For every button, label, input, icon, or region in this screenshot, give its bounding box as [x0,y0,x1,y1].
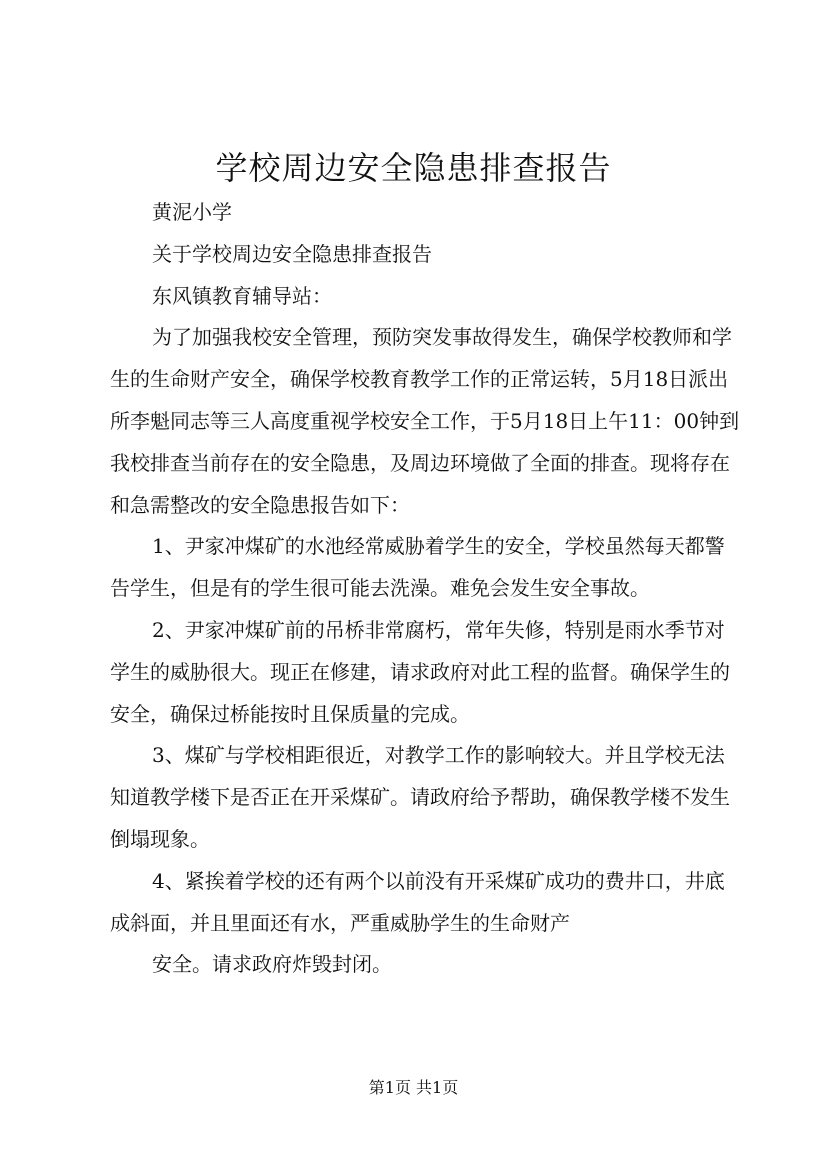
intro-paragraph: 为了加强我校安全管理，预防突发事故得发生，确保学校教师和学生的生命财产安全，确保学校教育教学工作的正常运转，5月18日派出所李魁同志等三人高度重视学校安全工作，于5月18日上午11：00钟到我校排查当前存在的安全隐患，及周边环境做了全面的排查。现将存在和急需整改的安全隐患报告如下： [110,325,740,517]
closing-line: 安全。请求政府炸毁封闭。 [152,952,392,977]
document-title: 学校周边安全隐患排查报告 [215,149,612,187]
document-body [110,192,742,986]
hazard-item-1: 1、尹家冲煤矿的水池经常威胁着学生的安全，学校虽然每天都警告学生，但是有的学生很可能去洗澡。难免会发生安全事故。 [110,534,725,601]
recipient-line: 东风镇教育辅导站： [152,283,332,308]
page-footer: 第1页 共1页 [368,1078,459,1097]
hazard-item-4: 4、紧挨着学校的还有两个以前没有开采煤矿成功的费井口，井底成斜面，并且里面还有水，严重威胁学生的生命财产 [110,868,725,935]
hazard-item-2: 2、尹家冲煤矿前的吊桥非常腐朽，常年失修，特别是雨水季节对学生的威胁很大。现正在修建，请求政府对此工程的监督。确保学生的安全，确保过桥能按时且保质量的完成。 [110,617,730,726]
hazard-item-3: 3、煤矿与学校相距很近，对教学工作的影响较大。并且学校无法知道教学楼下是否正在开采煤矿。请政府给予帮助，确保教学楼不发生倒塌现象。 [110,743,730,851]
report-subject: 关于学校周边安全隐患排查报告 [152,241,432,266]
school-name: 黄泥小学 [152,200,232,224]
